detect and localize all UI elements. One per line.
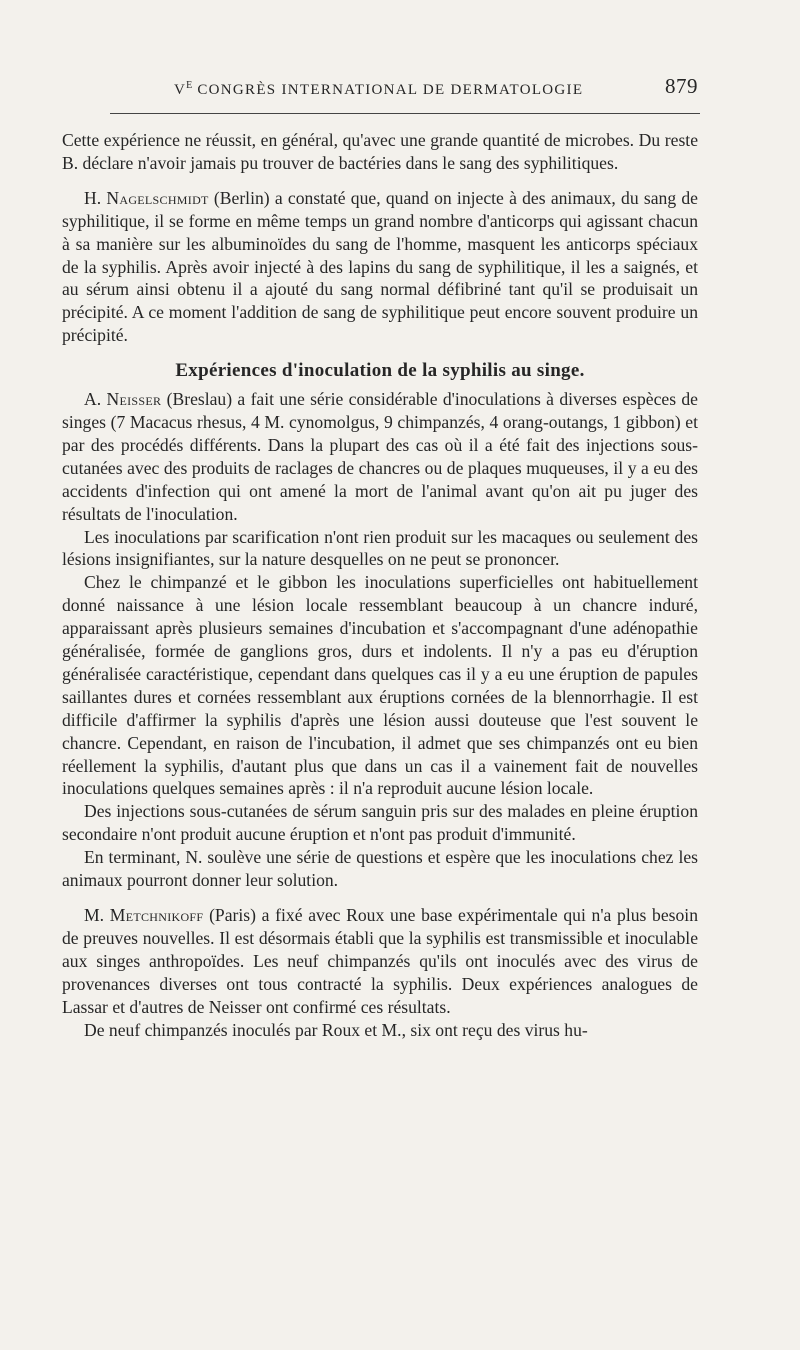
body-text (62, 129, 698, 1041)
congress-ordinal: V (174, 82, 187, 98)
paragraph (62, 388, 698, 525)
paragraph-text: (Berlin) a constaté que, quand on injecte à des animaux, du sang de syphilitique, il se forme en même temps un grand nombre d'anticorps qui agissant chacun à sa manière sur les albuminoïdes du sang de l'homme, masquent les anticorps spéciaux de la syphilis. Après avoir injecté à des lapins du sang de syphilitique, il les a saignés, et au sérum ainsi obtenu il a ajouté du sang normal défibriné tant qu'il se produisait un précipité. A ce moment l'addition de sang de syphilitique peut encore souvent produire un précipité. (62, 187, 698, 346)
author-initial: H. (84, 187, 107, 208)
author-initial: A. (84, 389, 107, 410)
paragraph-text: (Breslau) a fait une série considérable d'inoculations à diverses espèces de singes (7 Macacus rhesus, 4 M. cynomolgus, 9 chimpanzés, 4 orang-outangs, 1 gibbon) et par des procédés différents. Dans la plupart des cas où il a été fait des injections sous-cutanées avec des produits de raclages de chancres ou de plaques muqueuses, il y a eu des accidents d'infection qui ont amené la mort de l'animal avant qu'on ait pu juger des résultats de l'inoculation. (62, 389, 698, 524)
author-initial: M. (84, 905, 110, 925)
section-heading: Expériences d'inoculation de la syphilis au singe. (175, 360, 585, 382)
author-name: Metchnikoff (109, 905, 204, 925)
paragraph-text: De neuf chimpanzés inoculés par Roux et M., six ont reçu des virus hu- (84, 1019, 588, 1040)
paragraph-text: (Paris) a fixé avec Roux une base expérimentale qui n'a plus besoin de preuves nouvelles. Il est désormais établi que la syphilis est transmissible et inoculable aux singes anthropoïdes. Les neuf chimpanzés qu'ils ont inoculés avec des virus de provenances diverses ont tous contracté la syphilis. Deux expériences analogues de Lassar et d'autres de Neisser ont confirmé ces résultats. (62, 905, 698, 1017)
running-title (174, 80, 583, 99)
paragraph (62, 1019, 698, 1042)
author-name: Neisser (106, 389, 162, 410)
paragraph (62, 904, 698, 1019)
paragraph (62, 800, 698, 846)
paragraph-text: Chez le chimpanzé et le gibbon les inoculations superficielles ont habituellement donné naissance à une lésion locale ressemblant beaucoup à un chancre induré, apparaissant après plusieurs semaines d'incubation et s'accompagnant d'une adénopathie généralisée, formée de ganglions gros, durs et indolents. Il n'y a pas eu d'éruption généralisée caractéristique, cependant dans quelques cas il y a eu une éruption de papules saillantes dures et cornées ressemblant aux éruptions cornées de la blennorrhagie. Il est difficile d'affirmer la syphilis d'après une lésion aussi douteuse que l'est souvent le chancre. Cependant, en raison de l'incubation, il admet que ses chimpanzés ont eu bien réellement la syphilis, d'autant plus que dans un cas il a vainement fait de nouvelles inoculations quelques semaines après : il n'a reproduit aucune lésion locale. (62, 572, 698, 799)
paragraph (62, 526, 698, 572)
page-header (62, 74, 698, 102)
paragraph-text: En terminant, N. soulève une série de questions et espère que les inoculations chez les animaux pourront donner leur solution. (62, 847, 698, 891)
paragraph (62, 571, 698, 800)
paragraph-text: Les inoculations par scarification n'ont rien produit sur les macaques ou seulement des lésions insignifiantes, sur la nature desquelles on ne peut se prononcer. (62, 526, 698, 570)
paragraph-text: Cette expérience ne réussit, en général, qu'avec une grande quantité de microbes. Du reste B. déclare n'avoir jamais pu trouver de bactéries dans le sang des syphilitiques. (62, 130, 698, 173)
header-rule (110, 113, 700, 114)
page-number: 879 (665, 74, 698, 98)
ordinal-superscript: E (186, 80, 193, 91)
paragraph (62, 187, 698, 347)
paragraph (62, 129, 698, 175)
author-name: Nagelschmidt (106, 187, 209, 208)
congress-name: CONGRÈS INTERNATIONAL DE DERMATOLOGIE (197, 82, 584, 98)
paragraph-text: Des injections sous-cutanées de sérum sanguin pris sur des malades en pleine éruption secondaire n'ont produit aucune éruption et n'ont pas produit d'immunité. (62, 801, 698, 845)
paragraph (62, 846, 698, 892)
